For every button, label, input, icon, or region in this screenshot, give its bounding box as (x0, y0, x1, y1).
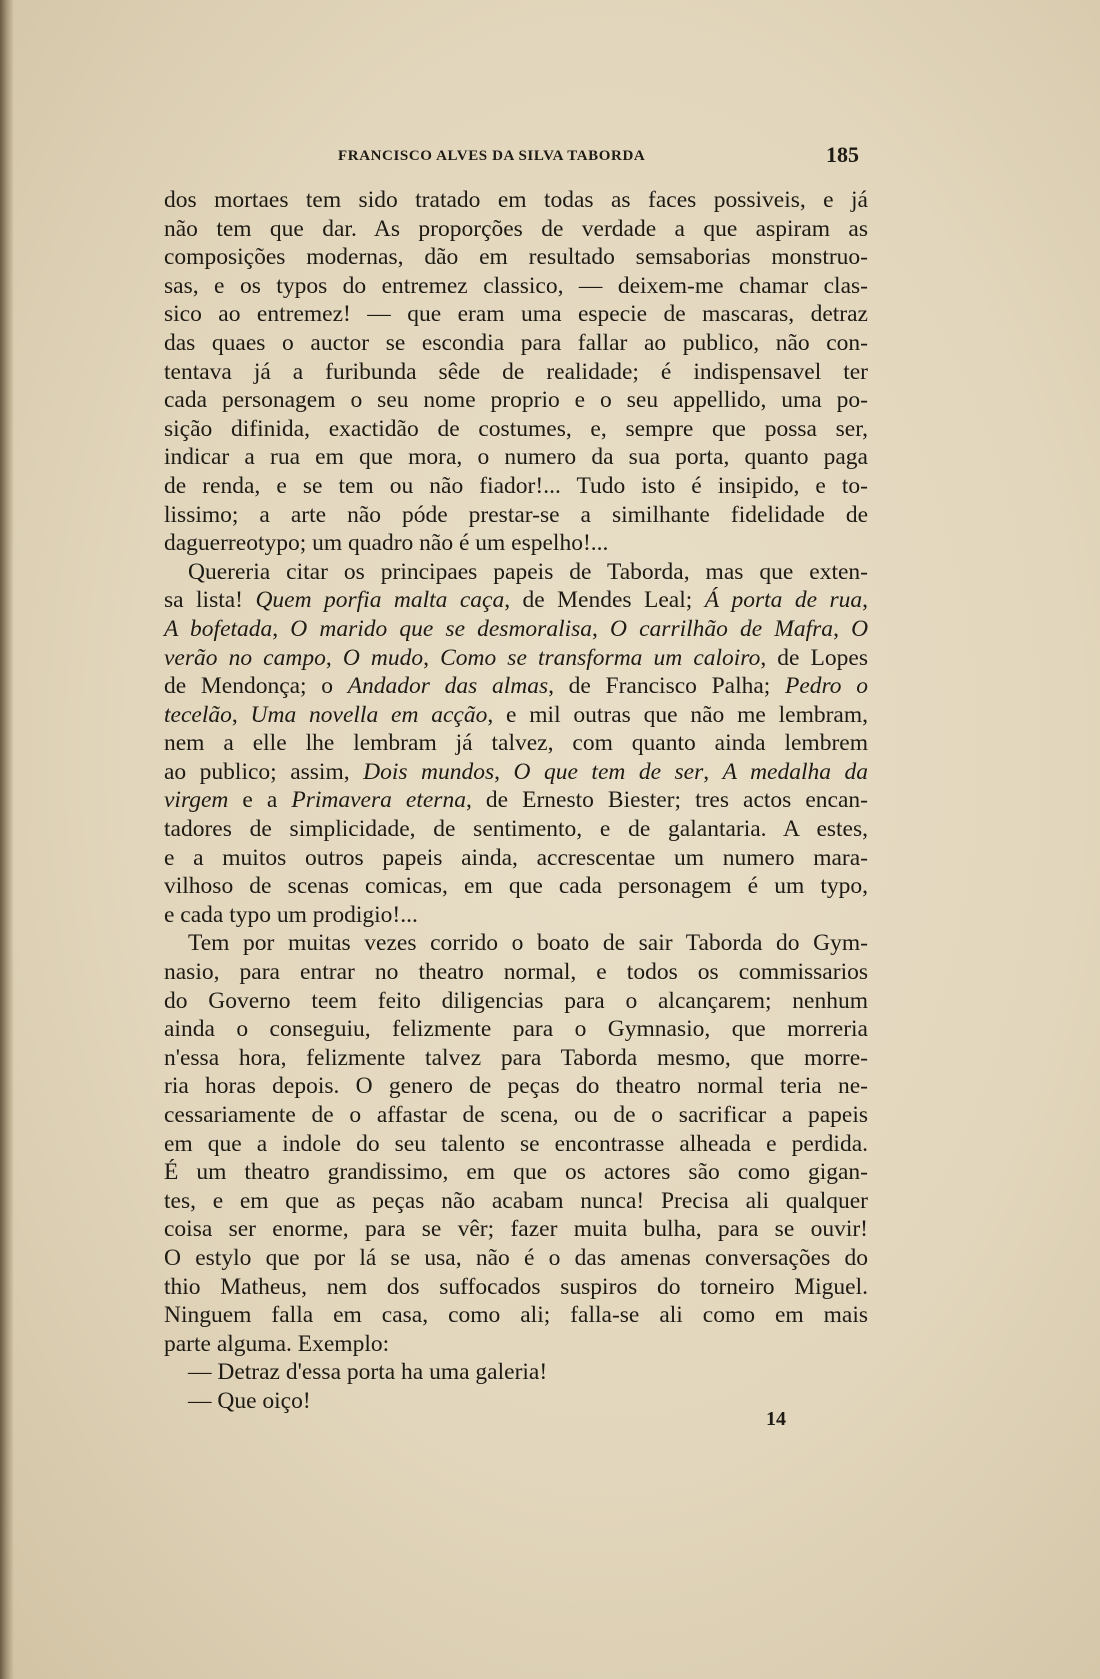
text-line: das quaes o auctor se escondia para fallar ao publico, não con- (164, 329, 868, 356)
text-line: tadores de simplicidade, de sentimento, e de galantaria. A estes, (164, 816, 868, 843)
text-line: A bofetada, O marido que se desmoralisa, O carrilhão de Mafra, O (164, 615, 869, 642)
text-line: e cada typo um prodigio!... (164, 901, 418, 928)
text-line: dos mortaes tem sido tratado em todas as faces possiveis, e já (164, 187, 868, 213)
text-line: tes, e em que as peças não acabam nunca! Precisa ali qualquer (164, 1187, 868, 1214)
text-line: e a muitos outros papeis ainda, accrescentae um numero mara- (164, 844, 868, 871)
play-title: Quem porfia malta caça (255, 587, 505, 614)
text-line: parte alguma. Exemplo: (164, 1330, 390, 1357)
text-line: ria horas depois. O genero de peças do theatro normal teria ne- (164, 1073, 868, 1100)
text-line: Ninguem falla em casa, como ali; falla-se ali como em mais (164, 1302, 868, 1329)
play-title: virgem (164, 787, 229, 814)
text-line: em que a indole do seu talento se encontrasse alheada e perdida. (164, 1130, 868, 1157)
text-line: lissimo; a arte não póde prestar-se a similhante fidelidade de (164, 501, 868, 528)
text-line: ainda o conseguiu, felizmente para o Gymnasio, que morreria (164, 1016, 868, 1043)
text-line: não tem que dar. As proporções de verdade a que aspiram as (164, 215, 868, 242)
text-line: sico ao entremez! — que eram uma especie de mascaras, detraz (164, 301, 868, 328)
play-title: O marido que se desmoralisa (290, 615, 593, 642)
play-title: O carrilhão de Mafra (610, 615, 834, 642)
text-line: de Mendonça; o Andador das almas, de Francisco Palha; Pedro o (164, 673, 868, 700)
text-line: nasio, para entrar no theatro normal, e todos os commissarios (164, 959, 868, 986)
play-title: O que tem de ser (513, 758, 704, 785)
text-line: sa lista! Quem porfia malta caça, de Mendes Leal; Á porta de rua, (164, 587, 868, 614)
text-line: tentava já a furibunda sêde de realidade; é indispensavel ter (164, 358, 868, 385)
play-title: O (851, 615, 869, 642)
signature-mark: 14 (766, 1408, 786, 1430)
text-line: do Governo teem feito diligencias para o alcançarem; nenhum (164, 987, 868, 1014)
page-number: 185 (826, 142, 859, 167)
text-line: sição difinida, exactidão de costumes, e, sempre que possa ser, (164, 415, 868, 442)
text-line: Quereria citar os principaes papeis de Taborda, mas que exten- (188, 558, 868, 585)
dialogue-line: — Detraz d'essa porta ha uma galeria! (188, 1359, 548, 1386)
text-line: O estylo que por lá se usa, não é o das amenas conversações do (164, 1244, 868, 1271)
play-title: A medalha da (722, 758, 869, 785)
text-line: ao publico; assim, Dois mundos, O que tem de ser, A medalha da (164, 758, 869, 785)
text-line: n'essa hora, felizmente talvez para Taborda mesmo, que morre- (164, 1044, 868, 1071)
body-text (164, 186, 868, 1416)
running-title: FRANCISCO ALVES DA SILVA TABORDA (338, 148, 646, 164)
text-line: indicar a rua em que mora, o numero da sua porta, quanto paga (164, 444, 868, 471)
running-head (0, 140, 1100, 170)
play-title: Pedro o (785, 673, 868, 700)
play-title: Primavera eterna (291, 787, 466, 814)
play-title: Andador das almas (347, 673, 549, 700)
text-line: Tem por muitas vezes corrido o boato de sair Taborda do Gym- (188, 930, 868, 957)
text-line: nem a elle lhe lembram já talvez, com quanto ainda lembrem (164, 730, 868, 757)
play-title: Uma novella em acção (250, 701, 488, 728)
text-line: cada personagem o seu nome proprio e o seu appellido, uma po- (164, 387, 868, 414)
text-line: de renda, e se tem ou não fiador!... Tudo isto é insipido, e to- (164, 472, 868, 499)
text-line: sas, e os typos do entremez classico, — deixem-me chamar clas- (164, 272, 868, 299)
play-title: Á porta de rua (704, 587, 863, 614)
text-line: composições modernas, dão em resultado semsaborias monstruo- (164, 244, 868, 271)
dialogue-line: — Que oiço! (188, 1387, 311, 1414)
text-line: virgem e a Primavera eterna, de Ernesto Biester; tres actos encan- (164, 787, 868, 814)
text-line: É um theatro grandissimo, em que os actores são como gigan- (164, 1159, 868, 1186)
text-line: vilhoso de scenas comicas, em que cada personagem é um typo, (164, 873, 868, 900)
text-line: thio Matheus, nem dos suffocados suspiros do torneiro Miguel. (164, 1273, 868, 1300)
play-title: O mudo (342, 644, 424, 671)
text-line: verão no campo, O mudo, Como se transforma um caloiro, de Lopes (164, 644, 868, 671)
play-title: verão no campo (164, 644, 326, 671)
text-line: cessariamente de o affastar de scena, ou de o sacrificar a papeis (164, 1102, 868, 1128)
text-line: coisa ser enorme, para se vêr; fazer muita bulha, para se ouvir! (164, 1216, 868, 1243)
text-line: daguerreotypo; um quadro não é um espelho!... (164, 530, 609, 557)
play-title: Dois mundos (363, 758, 495, 785)
play-title: A bofetada (164, 615, 273, 642)
play-title: Como se transforma um caloiro (440, 644, 761, 671)
text-line: tecelão, Uma novella em acção, e mil outras que não me lembram, (164, 701, 869, 728)
play-title: tecelão (164, 701, 232, 728)
